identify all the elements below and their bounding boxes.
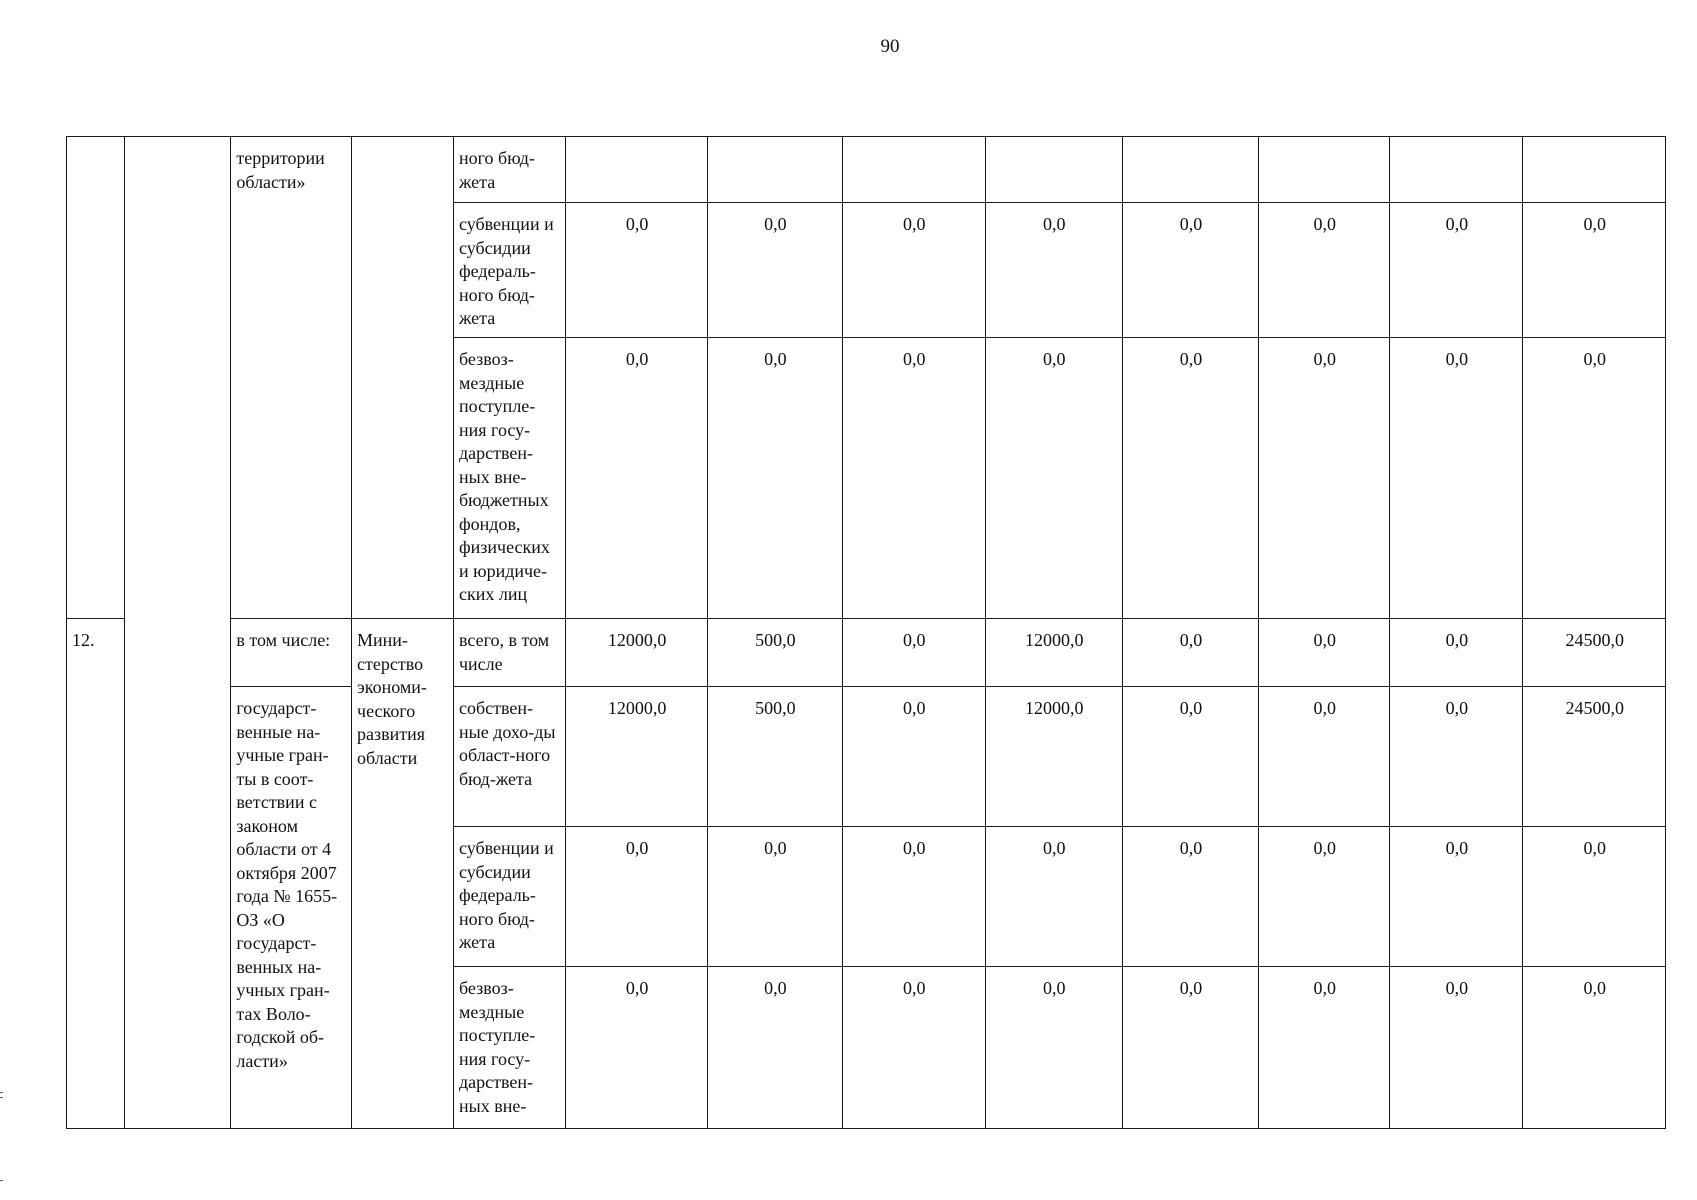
value-cell: 0,0 <box>1259 827 1390 967</box>
value-cell <box>843 137 986 203</box>
value-cell <box>985 137 1122 203</box>
value-cell: 0,0 <box>843 338 986 619</box>
value-cell: 0,0 <box>1122 203 1258 338</box>
scan-mark <box>0 1097 3 1098</box>
value-cell: 0,0 <box>843 203 986 338</box>
value-cell: 0,0 <box>1259 967 1390 1129</box>
value-cell <box>1523 137 1666 203</box>
value-cell: 24500,0 <box>1523 619 1666 687</box>
value-cell: 0,0 <box>1390 203 1523 338</box>
value-cell: 0,0 <box>1259 619 1390 687</box>
funding-source-cell: субвенции и субсидии федераль-ного бюд-жета <box>453 827 565 967</box>
table-row <box>67 619 1666 687</box>
value-cell: 0,0 <box>707 203 842 338</box>
value-cell <box>707 137 842 203</box>
funding-source-cell: субвенции и субсидии федераль-ного бюд-жета <box>453 203 565 338</box>
value-cell: 0,0 <box>1523 827 1666 967</box>
value-cell: 0,0 <box>566 827 707 967</box>
including-label-cell: в том числе: <box>231 619 352 687</box>
budget-table <box>66 136 1666 1129</box>
value-cell: 0,0 <box>985 203 1122 338</box>
page-number: 90 <box>880 36 900 57</box>
row-number-cell <box>67 137 125 619</box>
funding-source-cell: безвоз-мездные поступле-ния госу-дарствен-ных вне-бюджетных фондов, физических и юридиче-ских лиц <box>453 338 565 619</box>
value-cell: 0,0 <box>1122 827 1258 967</box>
scan-mark <box>0 1092 3 1093</box>
table-row <box>67 137 1666 203</box>
value-cell: 0,0 <box>1390 967 1523 1129</box>
table-row <box>67 687 1666 827</box>
funding-source-cell: всего, в том числе <box>453 619 565 687</box>
funding-source-cell: ного бюд-жета <box>453 137 565 203</box>
value-cell: 500,0 <box>707 619 842 687</box>
value-cell: 0,0 <box>566 203 707 338</box>
value-cell <box>1259 137 1390 203</box>
value-cell: 12000,0 <box>566 619 707 687</box>
value-cell: 0,0 <box>566 967 707 1129</box>
value-cell: 0,0 <box>1122 619 1258 687</box>
value-cell: 500,0 <box>707 687 842 827</box>
value-cell: 0,0 <box>1390 619 1523 687</box>
value-cell: 12000,0 <box>566 687 707 827</box>
program-name-cell: территории области» <box>231 137 352 619</box>
value-cell: 0,0 <box>1523 338 1666 619</box>
value-cell: 0,0 <box>1259 203 1390 338</box>
value-cell: 0,0 <box>1523 967 1666 1129</box>
value-cell: 0,0 <box>1390 827 1523 967</box>
value-cell: 0,0 <box>843 967 986 1129</box>
value-cell: 0,0 <box>1259 338 1390 619</box>
blank-column-cell <box>125 137 231 1129</box>
row-number-cell: 12. <box>67 619 125 1129</box>
executor-cell <box>352 137 454 619</box>
value-cell: 0,0 <box>843 619 986 687</box>
value-cell: 0,0 <box>985 338 1122 619</box>
program-description-cell: государст-венные на-учные гран-ты в соот-ветствии с законом области от 4 октября 2007 года № 1655-ОЗ «О государст-венных на-учных гран-тах Воло-годской об-ласти» <box>231 687 352 1129</box>
value-cell: 24500,0 <box>1523 687 1666 827</box>
value-cell: 0,0 <box>1122 687 1258 827</box>
value-cell: 0,0 <box>1259 687 1390 827</box>
value-cell: 0,0 <box>843 687 986 827</box>
value-cell: 0,0 <box>985 967 1122 1129</box>
value-cell <box>1390 137 1523 203</box>
value-cell: 12000,0 <box>985 687 1122 827</box>
value-cell <box>1122 137 1258 203</box>
value-cell: 0,0 <box>1122 338 1258 619</box>
value-cell: 0,0 <box>985 827 1122 967</box>
value-cell: 0,0 <box>707 967 842 1129</box>
value-cell: 0,0 <box>707 827 842 967</box>
funding-source-cell: безвоз-мездные поступле-ния госу-дарствен-ных вне- <box>453 967 565 1129</box>
scan-mark <box>0 1180 3 1181</box>
value-cell: 12000,0 <box>985 619 1122 687</box>
value-cell: 0,0 <box>566 338 707 619</box>
executor-cell: Мини-стерство экономи-ческого развития области <box>352 619 454 1129</box>
value-cell: 0,0 <box>1523 203 1666 338</box>
value-cell <box>566 137 707 203</box>
value-cell: 0,0 <box>1390 338 1523 619</box>
value-cell: 0,0 <box>707 338 842 619</box>
funding-source-cell: собствен-ные дохо-ды област-ного бюд-жета <box>453 687 565 827</box>
value-cell: 0,0 <box>843 827 986 967</box>
value-cell: 0,0 <box>1122 967 1258 1129</box>
value-cell: 0,0 <box>1390 687 1523 827</box>
